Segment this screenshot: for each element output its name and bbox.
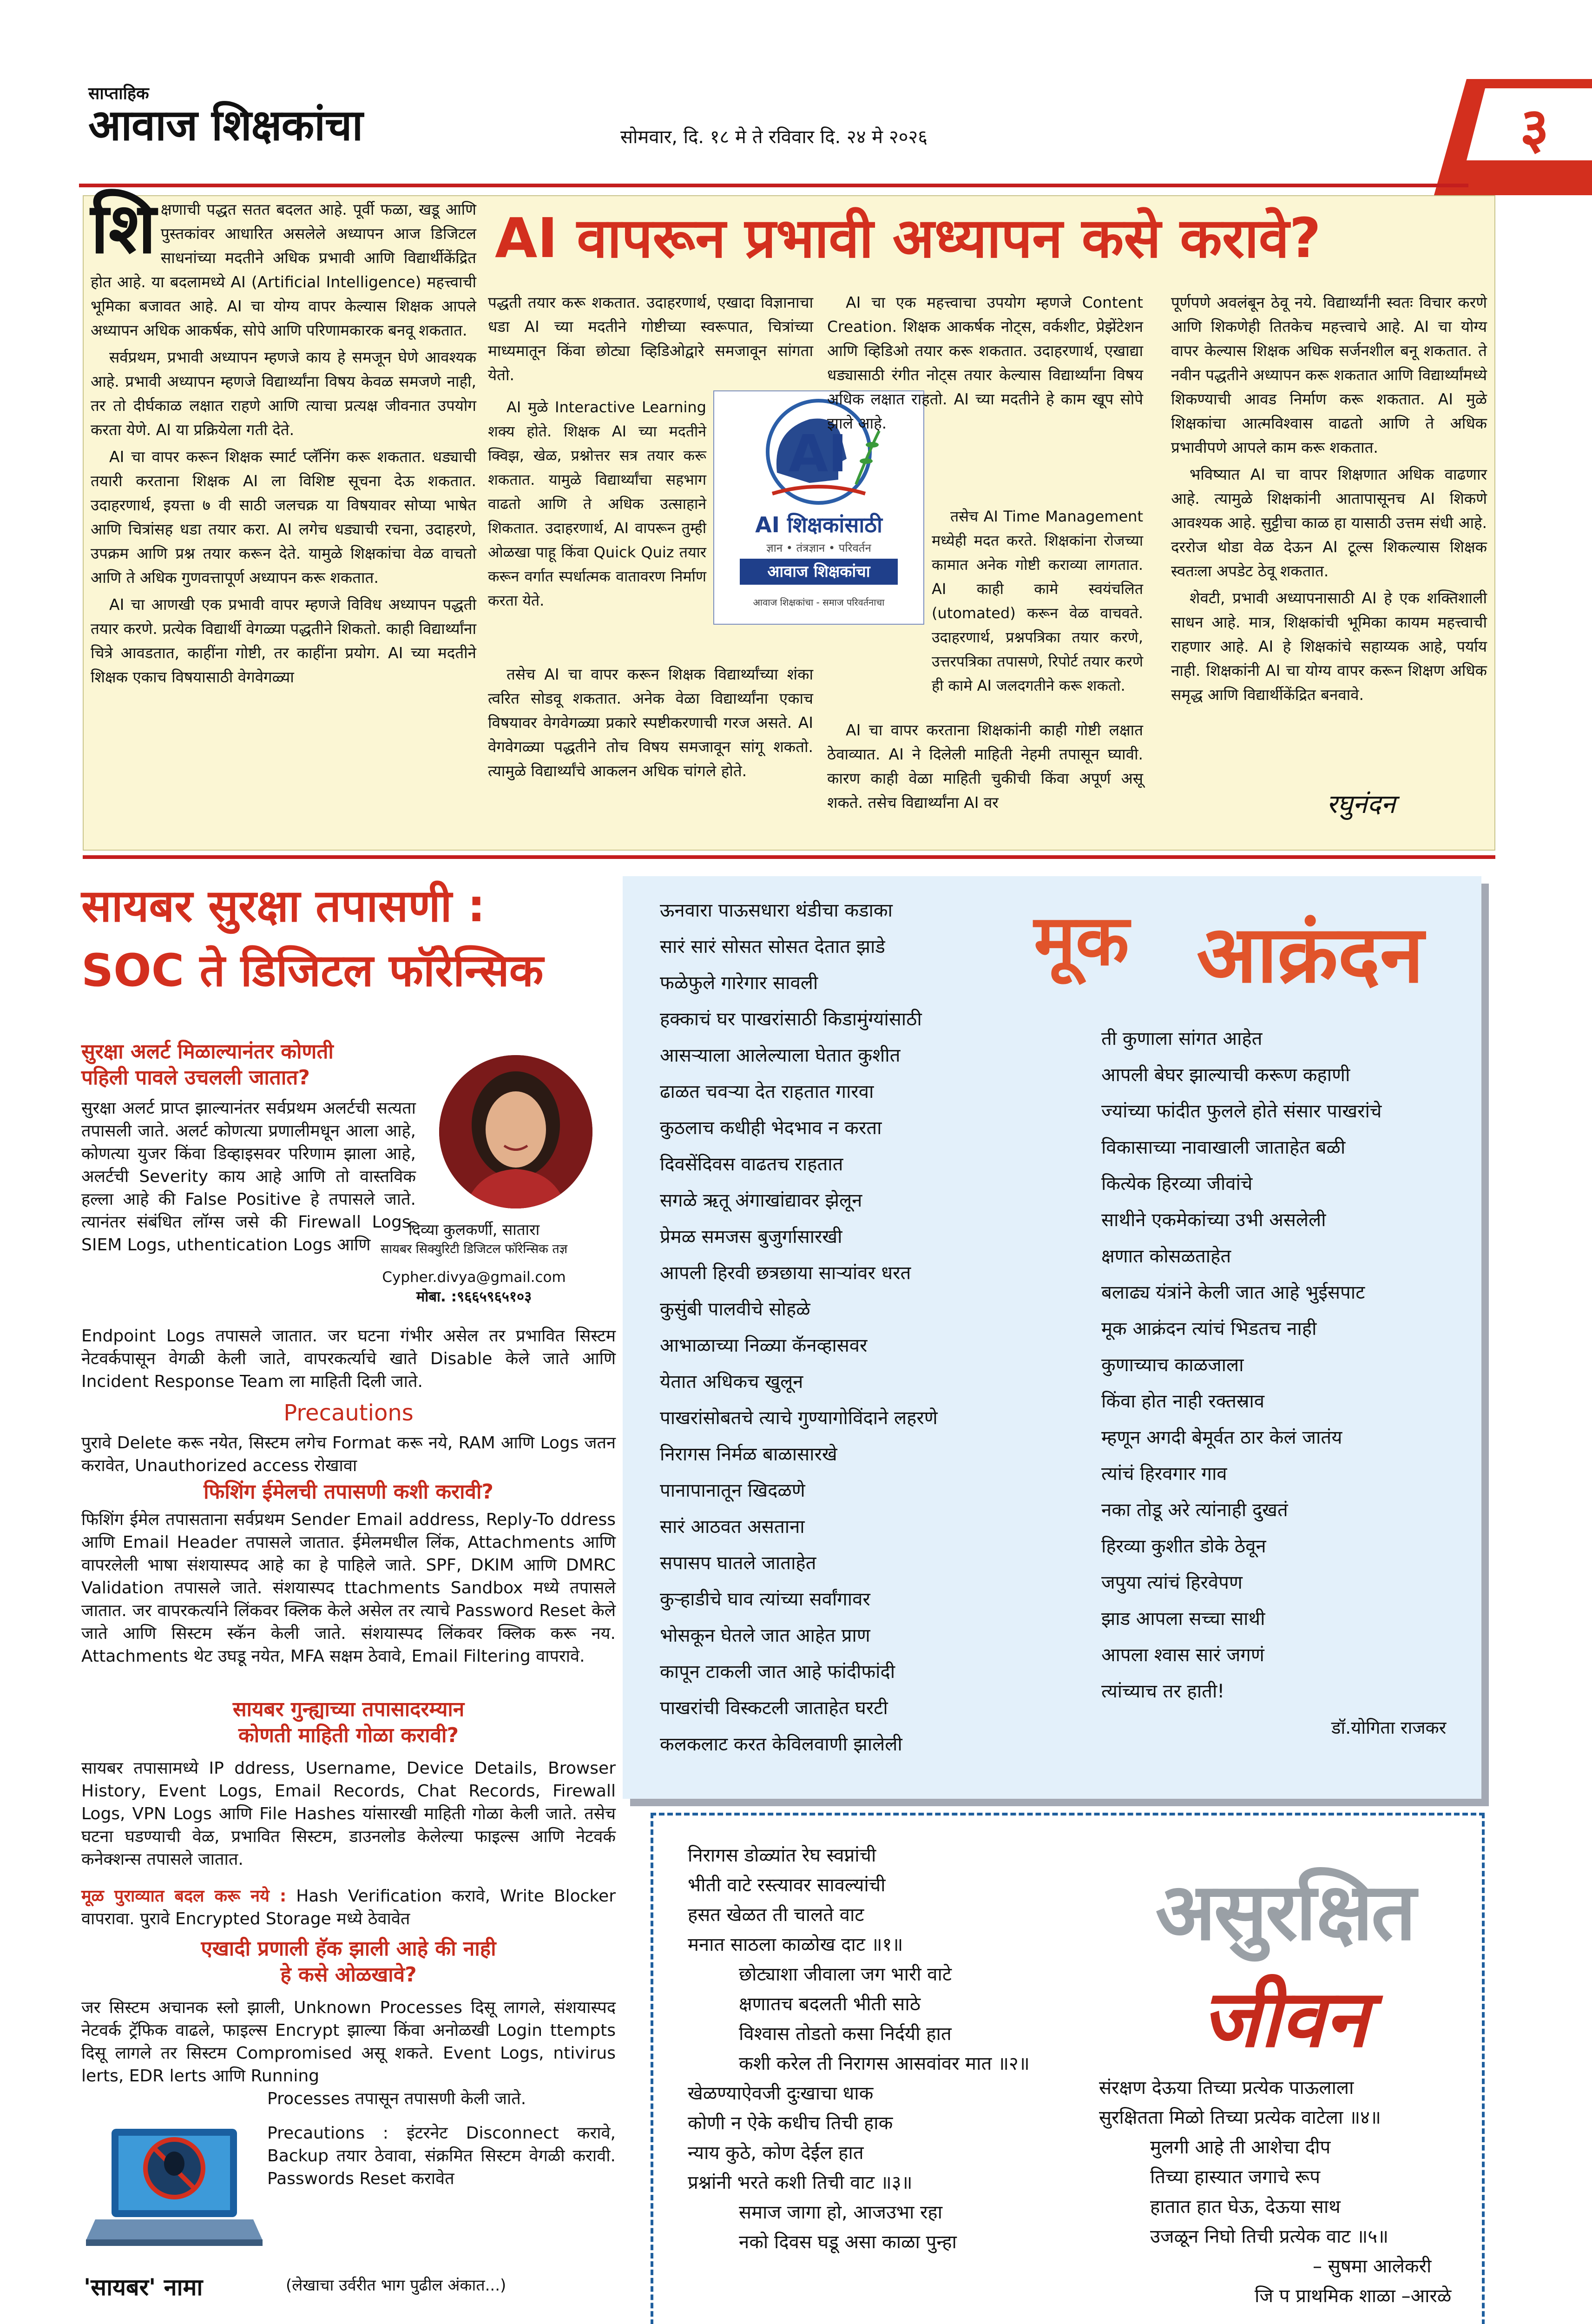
poem1-left-column	[660, 892, 1032, 1763]
poem-line: साथीने एकमेकांच्या उभी असलेली	[1101, 1209, 1326, 1231]
col1-paragraph: AI चा वापर करून शिक्षक स्मार्ट प्लॅनिंग करू शकतात. धड्याची तयारी करताना शिक्षक AI ला विशिष्ट सूचना देऊ शकतात. उदाहरणार्थ, इयत्ता ७ वी साठी जलचक्र या विषयावर सोप्या भाषेत आणि चित्रांसह धडा तयार करा. AI लगेच धड्याची रचना, उदाहरणे, उपक्रम आणि प्रश्न तयार करून देते. यामुळे शिक्षकांचा वेळ वाचतो आणि ते अधिक गुणवत्तापूर्ण अध्यापन करू शकतात.	[91, 448, 476, 587]
poem-line: पाखरांची विस्कटली जाताहेत घरटी	[660, 1697, 888, 1719]
cyber-note-heading: मूळ पुराव्यात बदल करू नये :	[81, 1887, 287, 1906]
cyber-q3	[81, 1697, 616, 1749]
page-number-corner	[1434, 79, 1592, 195]
poem2-author: – सुषमा आलेकरी	[1313, 2256, 1432, 2277]
col1-paragraph: AI चा आणखी एक प्रभावी वापर म्हणजे विविध अध्यापन पद्धती तयार करणे. प्रत्येक विद्यार्थी वेगळ्या पद्धतीने शिकतो. काही विद्यार्थ्यांना चित्रे आवडतात, काहींना गोष्टी, तर काहींना प्रयोग. AI च्या मदतीने शिक्षक एकाच विषयासाठी वेगवेगळ्या	[91, 595, 476, 686]
issue-dateline: सोमवार, दि. १८ मे ते रविवार दि. २४ मे २०२६	[620, 126, 928, 148]
cyber-note	[81, 1885, 616, 1930]
ai-article-column-1	[91, 187, 476, 692]
poem-line: तिच्या हास्यात जगाचे रूप	[1150, 2166, 1320, 2188]
poem-line: ऊनवारा पाऊसधारा थंडीचा कडाका	[660, 900, 893, 921]
poem-line: आभाळाच्या निळ्या कॅनव्हासवर	[660, 1335, 868, 1356]
poem-line: सारं सारं सोसत सोसत देतात झाडे	[660, 936, 885, 957]
poem-line: हातात हात घेऊ, देऊया साथ	[1150, 2196, 1341, 2218]
cyber-para4-end: Processes तपासून तपासणी केली जाते.	[267, 2089, 526, 2108]
poem-line: मुलगी आहे ती आशेचा दीप	[1150, 2137, 1331, 2158]
poem-line: किंवा होत नाही रक्तस्राव	[1101, 1391, 1265, 1412]
header-rule	[79, 184, 1468, 187]
poem-line: हक्काचं घर पाखरांसाठी किडामुंग्यांसाठी	[660, 1009, 922, 1030]
poem1-author: डॉ.योगिता राजकर	[1331, 1717, 1447, 1738]
poem-line: कापून टाकली जात आहे फांदीफांदी	[660, 1661, 895, 1683]
poem-line: नको दिवस घडू असा काळा पुन्हा	[739, 2232, 957, 2253]
ai-article-column-2-top	[488, 290, 813, 390]
cyber-para2: फिशिंग ईमेल तपासताना सर्वप्रथम Sender Email address, Reply-To ddress आणि Email Header तपासले जातात. ईमेलमधील लिंक, Attachments आणि वापरलेली भाषा संशयास्पद आहे का हे पाहिले जाते. SPF, DKIM आणि DMRC Validation तपासले जाते. संशयास्पद ttachments Sandbox मध्ये तपासले जातात. जर वापरकर्त्याने लिंकवर क्लिक केले असेल तर त्याचे Password Reset केले जाते आणि सिस्टम स्कॅन केली जाते. संशयास्पद लिंकवर क्लिक करू नय. Attachments थेट उघडू नयेत, MFA सक्षम ठेवावे, Email Filtering वापरावे.	[81, 1510, 616, 1666]
logo-footer: आवाज शिक्षकांचा - समाज परिवर्तनाचा	[753, 597, 885, 608]
poem-line: सुरक्षितता मिळो तिच्या प्रत्येक वाटेला ॥४॥	[1099, 2107, 1381, 2128]
logo-banner: आवाज शिक्षकांचा	[740, 559, 898, 585]
newspaper-name: आवाज शिक्षकांचा	[88, 100, 363, 150]
cyber-title	[81, 874, 639, 1003]
poem-line: नका तोडू अरे त्यांनाही दुखतं	[1101, 1499, 1288, 1521]
cyber-q1-line2: पहिली पावले उचलली जातात?	[81, 1066, 310, 1089]
cyber-title-line-2: SOC ते डिजिटल फॉरेन्सिक	[81, 944, 544, 997]
ai-article-column-3-top	[827, 290, 1143, 438]
poem-line: सारं आठवत असताना	[660, 1516, 805, 1538]
poem-line: येतात अधिकच खुलून	[660, 1371, 803, 1393]
poem-line: समाज जागा हो, आजउभा रहा	[739, 2202, 943, 2223]
poem-line: न्याय कुठे, कोण देईल हात	[688, 2142, 864, 2164]
poem-line: भीती वाटे रस्त्यावर सावल्यांची	[688, 1875, 886, 1896]
col1-paragraph: सर्वप्रथम, प्रभावी अध्यापन म्हणजे काय हे समजून घेणे आवश्यक आहे. प्रभावी अध्यापन म्हणजे विद्यार्थ्यांना विषय केवळ समजणे नाही, तर तो दीर्घकाळ लक्षात राहणे आणि त्याचा प्रत्यक्ष जीवनात उपयोग करता येणे. AI या प्रक्रियेला गती देते.	[91, 348, 476, 439]
cyber-q1	[81, 1039, 416, 1091]
poem-line: प्रेमळ समजस बुजुर्गासारखी	[660, 1226, 842, 1248]
cyber-title-line-1: सायबर सुरक्षा तपासणी :	[81, 880, 486, 932]
cyber-q4-line2: हे कसे ओळखावे?	[280, 1963, 417, 1987]
poem-line: प्रश्नांनी भरते कशी तिची वाट ॥३॥	[688, 2172, 913, 2193]
poem2-title-part1: असुरक्षित	[1155, 1866, 1414, 1958]
cyber-para3: सायबर तपासामध्ये IP ddress, Username, Device Details, Browser History, Event Logs, Email Records, Chat Records, Firewall Logs, VPN Logs आणि File Hashes यांसारखी माहिती गोळा केली जाते. तसेच घटना घडण्याची वेळ, प्रभावित सिस्टम, डाउनलोड केलेल्या फाइल्स आणि नेटवर्क कनेक्शन्स तपासले जातात.	[81, 1759, 616, 1869]
cyber-note-text: Hash Verification करावे, Write Blocker वापरावा. पुरावे Encrypted Storage मध्ये ठेवावेत	[81, 1887, 616, 1928]
poem1-right-column	[1101, 1021, 1473, 1710]
poem1-title-part2: आक्रंदन	[1197, 909, 1424, 1001]
cyber-para4: जर सिस्टम अचानक स्लो झाली, Unknown Processes दिसू लागले, संशयास्पद नेटवर्क ट्रॅफिक वाढले, फाइल्स Encrypt झाल्या किंवा अनोळखी Login ttempts दिसू लागले तर सिस्टम Compromised असू शकते. Event Logs, ntivirus lerts, EDR lerts आणि Running	[81, 1998, 616, 2086]
laptop-hacker-icon	[86, 2119, 263, 2264]
section-rule	[83, 855, 1495, 859]
cyber-para1-narrow: सुरक्षा अलर्ट प्राप्त झाल्यानंतर सर्वप्रथम अलर्टची सत्यता तपासली जाते. अलर्ट कोणत्या प्रणालीमधून आला आहे, कोणत्या युजर किंवा डिव्हाइसवर परिणाम झाला आहे, अलर्टची Severity काय आहे आणि तो वास्तविक हल्ला आहे की False Positive हे तपासले जाते. त्यानंतर संबंधित लॉग्स जसे की Firewall Logs, SIEM Logs, uthentication Logs आणि	[81, 1099, 416, 1254]
poem2-title-part2: जीवन	[1201, 1973, 1368, 2065]
poem-line: त्यांच्याच तर हाती!	[1101, 1681, 1225, 1702]
poem-line: खेळण्याऐवजी दुःखाचा धाक	[688, 2083, 874, 2104]
poem-line: क्षणात कोसळताहेत	[1101, 1246, 1231, 1267]
poem2-left-column	[688, 1841, 1115, 2257]
poem-line: कशी करेल ती निरागस आसवांवर मात ॥२॥	[739, 2053, 1030, 2074]
col1-paragraph: क्षणाची पद्धत सतत बदलत आहे. पूर्वी फळा, खडू आणि पुस्तकांवर आधारित असलेले अध्यापन आज डिजिटल साधनांच्या मदतीने अधिक प्रभावी आणि विद्यार्थीकेंद्रित होत आहे. या बदलामध्ये AI (Artificial Intelligence) महत्त्वाची भूमिका बजावत आहे. AI चा योग्य वापर केल्यास शिक्षक आपले अध्यापन अधिक आकर्षक, सोपे आणि परिणामकारक बनवू शकतात.	[91, 200, 476, 339]
poem-line: झाड आपला सच्चा साथी	[1101, 1608, 1265, 1630]
col2-paragraph: पद्धती तयार करू शकतात. उदाहरणार्थ, एखादा विज्ञानाचा धडा AI च्या मदतीने गोष्टीच्या स्वरूपात, चित्रांच्या माध्यमातून किंवा छोट्या व्हिडिओद्वारे समजावून सांगता येतो.	[488, 293, 813, 384]
cyber-q2: फिशिंग ईमेलची तपासणी कशी करावी?	[204, 1480, 493, 1504]
poem-line: संरक्षण देऊया तिच्या प्रत्येक पाऊलाला	[1099, 2077, 1354, 2099]
col3-paragraph: तसेच AI Time Management मध्येही मदत करते. शिक्षकांना रोजच्या कामात अनेक गोष्टी कराव्या लागतात. AI काही कामे स्वयंचलित (utomated) करून वेळ वाचवते. उदाहरणार्थ, प्रश्नपत्रिका तयार करणे, उत्तरपत्रिका तपासणे, रिपोर्ट तयार करणे ही कामे AI जलदगतीने करू शकतो.	[932, 508, 1143, 694]
poem-line: निरागस निर्मळ बाळासारखे	[660, 1444, 837, 1465]
poem-line: कुऱ्हाडीचे घाव त्यांच्या सर्वांगावर	[660, 1589, 870, 1610]
ai-article-column-2-bottom	[488, 662, 813, 786]
poem-line: ज्यांच्या फांदीत फुलले होते संसार पाखरांचे	[1101, 1101, 1382, 1122]
cyber-column-label: 'सायबर' नामा	[84, 2274, 203, 2301]
poem-line: छोट्याशा जीवाला जग भारी वाटे	[739, 1964, 952, 1985]
poem-line: हिरव्या कुशीत डोके ठेवून	[1101, 1536, 1266, 1557]
precautions-heading: Precautions	[283, 1400, 414, 1426]
poem2-school: जि प प्राथमिक शाळा –आरळे	[1255, 2285, 1452, 2307]
poem1-title	[1025, 885, 1480, 1001]
poem-line: त्यांचं हिरवगार गाव	[1101, 1463, 1227, 1485]
ai-article-column-2-wrap	[488, 395, 706, 615]
poem-line: पानापानातून खिदळणे	[660, 1480, 805, 1501]
author-phone: मोबा. :९६६५९६५१०३	[416, 1288, 532, 1305]
continued-note: (लेखाचा उर्वरीत भाग पुढील अंकात...)	[286, 2276, 507, 2295]
article-dropcap: शि	[91, 187, 156, 269]
col4-paragraph: पूर्णपणे अवलंबून ठेवू नये. विद्यार्थ्यांनी स्वतः विचार करणे आणि शिकणेही तितकेच महत्त्वाचे आहे. AI चा योग्य वापर केल्यास शिक्षक अधिक सर्जनशील बनू शकतात. ते नवीन पद्धतीने अध्यापन करू शकतात आणि विद्यार्थ्यांमध्ये शिकण्याची आवड निर्माण करू शकतात. AI मुळे शिक्षकांचा आत्मविश्वास वाढतो आणि ते अधिक प्रभावीपणे आपले काम करू शकतात.	[1171, 293, 1487, 456]
poem-line: दिवसेंदिवस वाढतच राहतात	[660, 1154, 843, 1175]
poem-line: सपासप घातले जाताहेत	[660, 1552, 816, 1574]
poem1-title-part1: मूक	[1034, 900, 1129, 981]
col2-paragraph: तसेच AI चा वापर करून शिक्षक विद्यार्थ्यांच्या शंका त्वरित सोडवू शकतात. अनेक वेळा विद्यार्थ्यांना एकाच विषयावर वेगवेगळ्या प्रकारे स्पष्टीकरणाची गरज असते. AI वेगवेगळ्या पद्धतीने तोच विषय समजावून सांगू शकतो. त्यामुळे विद्यार्थ्यांचे आकलन अधिक चांगले होते.	[488, 665, 814, 780]
cyber-q4-line1: एखादी प्रणाली हॅक झाली आहे की नाही	[201, 1937, 496, 1961]
precautions-text: पुरावे Delete करू नयेत, सिस्टम लगेच Format करू नये, RAM आणि Logs जतन करावेत, Unauthorized access रोखावा	[81, 1433, 616, 1475]
poem2-title	[1118, 1855, 1452, 2068]
poem-line: कोणी न ऐके कधीच तिची हाक	[688, 2113, 893, 2134]
cyber-para1-full: Endpoint Logs तपासले जातात. जर घटना गंभीर असेल तर प्रभावित सिस्टम नेटवर्कपासून वेगळी केली जाते, वापरकर्त्याचे खाते Disable केले जाते आणि Incident Response Team ला माहिती दिली जाते.	[81, 1327, 616, 1391]
poem-line: विश्वास तोडतो कसा निर्दयी हात	[739, 2023, 952, 2045]
page-number: ३	[1520, 96, 1549, 161]
poem-line: जपुया त्यांचं हिरवेपण	[1101, 1572, 1243, 1593]
poem-line: मूक आक्रंदन त्यांचं भिडतच नाही	[1101, 1318, 1317, 1340]
poem-line: ढाळत चवऱ्या देत राहतात गारवा	[660, 1081, 874, 1103]
poem-line: हसत खेळत ती चालते वाट	[688, 1904, 864, 1926]
poem-line: कित्येक हिरव्या जीवांचे	[1101, 1173, 1253, 1195]
poem-line: आपली बेघर झाल्याची करूण कहाणी	[1101, 1064, 1350, 1086]
author-photo	[439, 1055, 592, 1208]
poem-line: बलाढ्य यंत्रांने केली जात आहे भुईसपाट	[1101, 1282, 1365, 1303]
ai-article-column-4	[1171, 290, 1487, 710]
cyber-q3-line1: सायबर गुन्ह्याच्या तपासादरम्यान	[232, 1697, 465, 1721]
cyber-para5: Precautions : इंटरनेट Disconnect करावे, Backup तयार ठेवावा, संक्रमित सिस्टम वेगळी करावी. Passwords Reset करावेत	[267, 2124, 616, 2188]
ai-article-title: AI वापरून प्रभावी अध्यापन कसे करावे?	[495, 206, 1321, 270]
col4-paragraph: भविष्यात AI चा वापर शिक्षणात अधिक वाढणार आहे. त्यामुळे शिक्षकांनी आतापासूनच AI शिकणे आवश्यक आहे. सुट्टीचा काळ हा यासाठी उत्तम संधी आहे. दररोज थोडा वेळ देऊन AI टूल्स शिकल्यास शिक्षक स्वतःला अपडेट ठेवू शकतात.	[1171, 465, 1487, 580]
poem-line: क्षणातच बदलती भीती साठे	[739, 1994, 921, 2015]
poem-line: विकासाच्या नावाखाली जाताहेत बळी	[1101, 1137, 1346, 1158]
poem-line: आपला श्वास सारं जगणं	[1101, 1644, 1264, 1666]
ai-article-column-3-wrap	[932, 504, 1143, 700]
col4-paragraph: शेवटी, प्रभावी अध्यापनासाठी AI हे एक शक्तिशाली साधन आहे. मात्र, शिक्षकांची भूमिका कायम महत्त्वाची राहणार आहे. AI हे शिक्षकांचे सहाय्यक आहे, पर्याय नाही. शिक्षकांनी AI चा योग्य वापर करून शिक्षण अधिक समृद्ध आणि विद्यार्थीकेंद्रित बनवावे.	[1171, 589, 1487, 704]
logo-tagline: ज्ञान • तंत्रज्ञान • परिवर्तन	[766, 541, 871, 555]
col3-paragraph: AI चा वापर करताना शिक्षकांनी काही गोष्टी लक्षात ठेवाव्यात. AI ने दिलेली माहिती नेहमी तपासून घ्यावी. कारण काही वेळा माहिती चुकीची किंवा अपूर्ण असू शकते. तसेच विद्यार्थ्यांना AI वर	[827, 721, 1143, 812]
author-role: सायबर सिक्युरिटी डिजिटल फॉरेन्सिक तज्ञ	[380, 1242, 568, 1256]
ai-article-column-3-bottom	[827, 718, 1143, 818]
logo-title: AI शिक्षकांसाठी	[755, 512, 882, 537]
author-name: दिव्या कुलकर्णी, सातारा	[408, 1221, 540, 1239]
poem-line: उजळून निघो तिची प्रत्येक वाट ॥५॥	[1150, 2226, 1389, 2247]
poem-line: कुणाच्याच काळजाला	[1101, 1354, 1244, 1376]
poem-line: आसऱ्याला आलेल्याला घेतात कुशीत	[660, 1045, 901, 1066]
author-card	[325, 1220, 623, 1307]
poem-line: पाखरांसोबतचे त्याचे गुण्यागोविंदाने लहरणे	[660, 1407, 938, 1429]
article-signature: रघुनंदन	[1327, 789, 1395, 819]
poem-line: ती कुणाला सांगत आहेत	[1101, 1028, 1263, 1050]
cyber-q4	[81, 1936, 616, 1988]
col3-paragraph: AI चा एक महत्त्वाचा उपयोग म्हणजे Content Creation. शिक्षक आकर्षक नोट्स, वर्कशीट, प्रेझेंटेशन आणि व्हिडिओ तयार करू शकतात. उदाहरणार्थ, एखाद्या धड्यासाठी रंगीत नोट्स तयार केल्यास विद्यार्थ्यांना विषय अधिक लक्षात राहतो. AI च्या मदतीने हे काम खूप सोपे झाले आहे.	[827, 293, 1143, 432]
cyber-q3-line2: कोणती माहिती गोळा करावी?	[238, 1723, 459, 1747]
author-email[interactable]: Cypher.divya@gmail.com	[382, 1269, 566, 1286]
poem-line: म्हणून अगदी बेमूर्वत ठार केलं जातंय	[1101, 1427, 1342, 1448]
masthead-kicker: साप्ताहिक	[88, 84, 149, 103]
poem-line: कुठलाच कधीही भेदभाव न करता	[660, 1117, 882, 1139]
poem-line: आपली हिरवी छत्रछाया साऱ्यांवर धरत	[660, 1262, 911, 1284]
poem2-right-column	[1099, 2073, 1475, 2311]
poem-line: भोसकून घेतले जात आहेत प्राण	[660, 1625, 870, 1646]
col2-paragraph: AI मुळे Interactive Learning शक्य होते. शिक्षक AI च्या मदतीने क्विझ, खेळ, प्रश्नोत्तर सत्र तयार करू शकतात. यामुळे विद्यार्थ्यांचा सहभाग वाढतो आणि ते अधिक उत्साहाने शिकतात. उदाहरणार्थ, AI वापरून तुम्ही ओळखा पाहू किंवा Quick Quiz तयार करून वर्गात स्पर्धात्मक वातावरण निर्माण करता येते.	[488, 398, 706, 609]
poem-line: मनात साठला काळोख दाट ॥१॥	[688, 1934, 903, 1955]
poem-line: निरागस डोळ्यांत रेघ स्वप्नांची	[688, 1845, 876, 1866]
logo-ai-mark: AI	[789, 424, 848, 483]
cyber-q1-line1: सुरक्षा अलर्ट मिळाल्यानंतर कोणती	[81, 1040, 334, 1063]
poem-line: कलकलाट करत केविलवाणी झालेली	[660, 1734, 902, 1755]
poem-line: कुसुंबी पालवीचे सोहळे	[660, 1299, 810, 1320]
poem-line: सगळे ऋतू अंगाखांद्यावर झेलून	[660, 1190, 862, 1211]
poem-line: फळेफुले गारेगार सावली	[660, 972, 818, 994]
